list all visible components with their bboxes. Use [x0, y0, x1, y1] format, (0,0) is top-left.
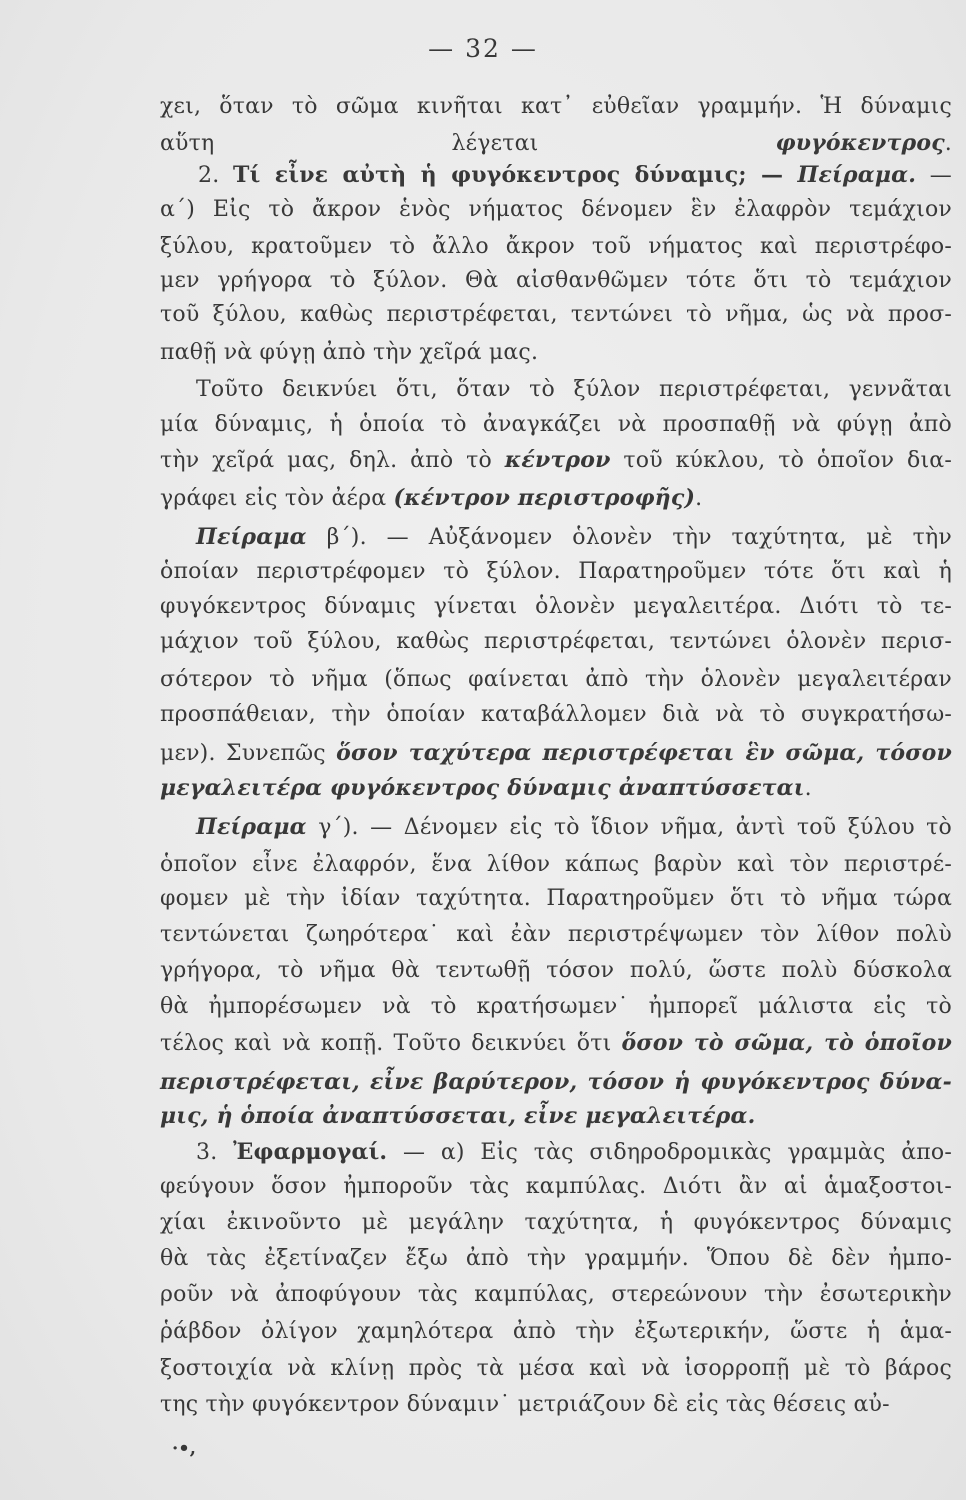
- text-segment: (κέντρον περιστροφῆς): [393, 485, 696, 511]
- text-segment: μις, ἡ ὁποία ἀναπτύσσεται, εἶνε μεγαλειτέρα.: [160, 1103, 756, 1129]
- text-line: [160, 773, 812, 804]
- text-segment: α´) Εἰς τὸ ἄκρον ἑνὸς νήματος δένομεν ἓν ἐλαφρὸν τεμάχιον: [160, 197, 952, 222]
- text-segment: προσπάθειαν, τὴν ὁποίαν καταβάλλομεν διὰ νὰ τὸ συγκρατήσω-: [160, 702, 952, 727]
- text-line: [160, 338, 538, 368]
- text-line: [160, 592, 952, 622]
- text-line: [160, 1208, 952, 1238]
- text-segment: αὕτη λέγεται: [160, 131, 776, 156]
- text-segment: —: [916, 163, 952, 188]
- text-segment: 2.: [198, 163, 234, 188]
- text-line: [160, 956, 952, 986]
- text-segment: τὴν χεῖρά μας, δηλ. ἀπὸ τὸ: [160, 448, 505, 473]
- text-segment: Πείραμα: [196, 524, 307, 550]
- text-segment: φεύγουν ὅσον ἠμποροῦν τὰς καμπύλας. Διότι ἂν αἱ ἁμαξοστοι-: [160, 1174, 952, 1199]
- text-segment: χει, ὅταν τὸ σῶμα κινῆται κατ᾽ εὐθεῖαν γραμμήν. Ἡ δύναμις: [160, 94, 952, 119]
- text-segment: γ´). — Δένομεν εἰς τὸ ἴδιον νῆμα, ἀντὶ τοῦ ξύλου τὸ: [306, 815, 952, 840]
- text-segment: τοῦ κύκλου, τὸ ὁποῖον δια-: [610, 448, 952, 473]
- text-segment: ὁποῖον εἶνε ἐλαφρόν, ἕνα λίθον κάπως βαρὺν καὶ τὸν περιστρέ-: [160, 852, 952, 877]
- text-segment: .: [944, 131, 952, 156]
- text-line: [160, 232, 952, 262]
- text-segment: Ἐφαρμογαί.: [233, 1139, 388, 1165]
- text-line: [160, 1390, 890, 1420]
- text-segment: ροῦν νὰ ἀποφύγουν τὰς καμπύλας, στερεώνουν τὴν ἐσωτερικὴν: [160, 1282, 952, 1307]
- text-line: [196, 375, 952, 405]
- text-segment: σότερον τὸ νῆμα (ὅπως φαίνεται ἀπὸ τὴν ὁλονὲν μεγαλειτέραν: [160, 667, 952, 692]
- text-line: [160, 195, 952, 225]
- text-segment: μάχιον τοῦ ξύλου, καθὼς περιστρέφεται, τεντώνει ὁλονὲν περισ-: [160, 629, 952, 654]
- text-line: [160, 700, 952, 730]
- text-segment: τοῦ ξύλου, καθὼς περιστρέφεται, τεντώνει τὸ νῆμα, ὡς νὰ προσ-: [160, 302, 952, 327]
- text-segment: ὁποίαν περιστρέφομεν τὸ ξύλον. Παρατηροῦμεν τότε ὅτι καὶ ἡ: [160, 559, 952, 584]
- text-line: [160, 627, 952, 657]
- text-segment: μία δύναμις, ἡ ὁποία τὸ ἀναγκάζει νὰ προσπαθῇ νὰ φύγῃ ἀπὸ: [160, 412, 952, 437]
- text-segment: — α) Εἰς τὰς σιδηροδρομικὰς γραμμὰς ἀπο-: [387, 1140, 952, 1165]
- text-segment: Τοῦτο δεικνύει ὅτι, ὅταν τὸ ξύλον περιστρέφεται, γεννᾶται: [196, 377, 952, 402]
- footer-mark: ·•,: [172, 1438, 197, 1459]
- text-segment: περιστρέφεται, εἶνε βαρύτερον, τόσον ἡ φυγόκεντρος δύνα-: [160, 1069, 952, 1095]
- text-segment: φυγόκεντρος δύναμις γίνεται ὁλονὲν μεγαλειτέρα. Διότι τὸ τε-: [160, 594, 952, 619]
- text-line: [160, 738, 952, 769]
- text-line: [196, 1137, 952, 1168]
- text-line: [160, 128, 952, 159]
- text-line: [160, 1244, 952, 1274]
- text-line: [160, 410, 952, 440]
- text-segment: Πείραμα.: [797, 162, 917, 188]
- text-segment: Τί εἶνε αὐτὴ ἡ φυγόκεντρος δύναμις;: [233, 162, 747, 188]
- text-segment: γρήγορα, τὸ νῆμα θὰ τεντωθῇ τόσον πολύ, ὥστε πολὺ δύσκολα: [160, 958, 952, 983]
- text-segment: β´). — Αὐξάνομεν ὁλονὲν τὴν ταχύτητα, μὲ τὴν: [306, 525, 952, 550]
- text-line: [160, 1317, 952, 1347]
- text-segment: —: [746, 162, 798, 188]
- text-segment: μεν γρήγορα τὸ ξύλον. Θὰ αἰσθανθῶμεν τότε ὅτι τὸ τεμάχιον: [160, 268, 952, 293]
- text-segment: τεντώνεται ζωηρότερα˙ καὶ ἐὰν περιστρέψωμεν τὸν λίθον πολὺ: [160, 922, 952, 947]
- text-segment: θὰ ἠμπορέσωμεν νὰ τὸ κρατήσωμεν˙ ἠμπορεῖ μάλιστα εἰς τὸ: [160, 994, 952, 1019]
- text-line: [160, 557, 952, 587]
- text-line: [160, 665, 952, 695]
- text-line: [160, 1354, 952, 1384]
- text-segment: μεγαλειτέρα φυγόκεντρος δύναμις ἀναπτύσσεται: [160, 775, 805, 801]
- text-line: [160, 992, 952, 1022]
- text-line: [160, 850, 952, 880]
- text-segment: της τὴν φυγόκεντρον δύναμιν˙ μετριάζουν δὲ εἰς τὰς θέσεις αὐ-: [160, 1392, 890, 1417]
- text-segment: 3.: [196, 1140, 234, 1165]
- text-segment: .: [804, 776, 812, 801]
- text-segment: .: [695, 486, 703, 511]
- text-segment: τέλος καὶ νὰ κοπῇ. Τοῦτο δεικνύει ὅτι: [160, 1031, 622, 1056]
- text-line: [160, 1067, 952, 1098]
- text-line: [196, 522, 952, 553]
- text-segment: ξύλου, κρατοῦμεν τὸ ἄλλο ἄκρον τοῦ νήματος καὶ περιστρέφο-: [160, 234, 952, 259]
- text-segment: θὰ τὰς ἐξετίναζεν ἔξω ἀπὸ τὴν γραμμήν. Ὅπου δὲ δὲν ἠμπο-: [160, 1246, 952, 1271]
- text-segment: χίαι ἐκινοῦντο μὲ μεγάλην ταχύτητα, ἡ φυγόκεντρος δύναμις: [160, 1210, 952, 1235]
- text-segment: ξοστοιχία νὰ κλίνῃ πρὸς τὰ μέσα καὶ νὰ ἰσορροπῇ μὲ τὸ βάρος: [160, 1356, 952, 1381]
- text-segment: Πείραμα: [196, 814, 307, 840]
- text-line: [160, 483, 702, 514]
- text-line: [160, 266, 952, 296]
- text-line: [160, 1172, 952, 1202]
- text-line: [160, 92, 952, 122]
- text-segment: φομεν μὲ τὴν ἰδίαν ταχύτητα. Παρατηροῦμεν ὅτι τὸ νῆμα τώρα: [160, 886, 952, 911]
- text-segment: μεν). Συνεπῶς: [160, 741, 337, 766]
- text-line: [160, 300, 952, 330]
- text-line: [160, 1280, 952, 1310]
- text-segment: φυγόκεντρος: [775, 130, 945, 156]
- text-segment: ῥάβδον ὀλίγον χαμηλότερα ἀπὸ τὴν ἐξωτερικήν, ὥστε ἡ ἁμα-: [160, 1319, 952, 1344]
- text-segment: παθῇ νὰ φύγῃ ἀπὸ τὴν χεῖρά μας.: [160, 340, 539, 365]
- text-segment: ὅσον τὸ σῶμα, τὸ ὁποῖον: [621, 1030, 953, 1056]
- text-segment: ὅσον ταχύτερα περιστρέφεται ἓν σῶμα, τόσον: [336, 740, 952, 766]
- text-segment: κέντρον: [504, 447, 611, 473]
- text-line: [196, 812, 952, 843]
- text-line: [160, 1028, 952, 1059]
- text-line: [198, 160, 952, 191]
- text-line: [160, 445, 952, 476]
- text-line: [160, 884, 952, 914]
- text-line: [160, 920, 952, 950]
- text-line: [160, 1101, 756, 1132]
- text-segment: γράφει εἰς τὸν ἀέρα: [160, 486, 394, 511]
- page-number: — 32 —: [428, 34, 538, 63]
